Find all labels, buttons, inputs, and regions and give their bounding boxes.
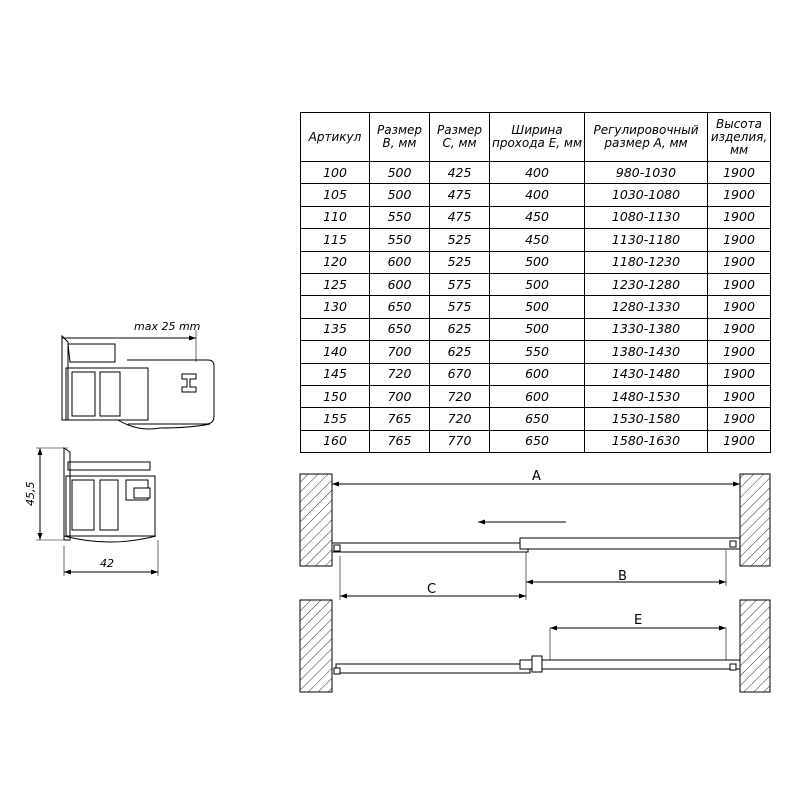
table-cell: 475 (430, 206, 490, 228)
table-cell: 1330-1380 (585, 318, 708, 340)
table-cell: 1900 (708, 251, 771, 273)
table-cell: 625 (430, 341, 490, 363)
table-cell: 115 (301, 229, 370, 251)
label-b: B (618, 569, 627, 584)
sliding-door-panel (332, 543, 528, 552)
table-cell: 1280-1330 (585, 296, 708, 318)
table-cell: 700 (370, 385, 430, 407)
table-cell: 500 (490, 296, 585, 318)
left-wall-open (300, 600, 332, 692)
header-article: Артикул (301, 113, 370, 162)
right-wall-open (740, 600, 770, 692)
table-cell: 625 (430, 318, 490, 340)
header-size-b: Размер В, мм (370, 113, 430, 162)
table-cell: 720 (430, 385, 490, 407)
table-cell: 150 (301, 385, 370, 407)
header-passage-width-e: Ширина прохода Е, мм (490, 113, 585, 162)
table-cell: 650 (370, 318, 430, 340)
sliding-door-panel-open (336, 664, 530, 673)
table-cell: 1900 (708, 363, 771, 385)
table-cell: 500 (370, 162, 430, 184)
table-cell: 650 (490, 430, 585, 452)
table-cell: 1900 (708, 162, 771, 184)
height-label: 45,5 (24, 481, 37, 506)
table-cell: 575 (430, 296, 490, 318)
table-cell: 135 (301, 318, 370, 340)
table-cell: 1380-1430 (585, 341, 708, 363)
table-cell: 1900 (708, 229, 771, 251)
table-cell: 1530-1580 (585, 408, 708, 430)
table-cell: 400 (490, 184, 585, 206)
table-cell: 130 (301, 296, 370, 318)
profile-section-fixed (24, 448, 158, 576)
table-cell: 575 (430, 273, 490, 295)
table-cell: 1900 (708, 206, 771, 228)
table-cell: 145 (301, 363, 370, 385)
table-cell: 500 (490, 318, 585, 340)
table-cell: 1130-1180 (585, 229, 708, 251)
table-cell: 770 (430, 430, 490, 452)
table-cell: 1230-1280 (585, 273, 708, 295)
table-cell: 1080-1130 (585, 206, 708, 228)
table-cell: 550 (490, 341, 585, 363)
table-cell: 650 (490, 408, 585, 430)
table-cell: 475 (430, 184, 490, 206)
table-cell: 1900 (708, 318, 771, 340)
table-cell: 450 (490, 206, 585, 228)
table-cell: 600 (490, 363, 585, 385)
table-cell: 110 (301, 206, 370, 228)
table-cell: 500 (490, 251, 585, 273)
right-wall (740, 474, 770, 566)
table-cell: 500 (370, 184, 430, 206)
table-cell: 425 (430, 162, 490, 184)
table-cell: 550 (370, 206, 430, 228)
left-wall (300, 474, 332, 566)
table-cell: 105 (301, 184, 370, 206)
header-adjustment-size-a: Регулировочный размер А, мм (585, 113, 708, 162)
table-cell: 600 (370, 251, 430, 273)
table-cell: 525 (430, 251, 490, 273)
table-cell: 500 (490, 273, 585, 295)
door-handle (532, 656, 542, 672)
label-c: C (427, 582, 437, 597)
table-cell: 720 (370, 363, 430, 385)
max-label: max 25 mm (134, 320, 201, 333)
table-cell: 765 (370, 430, 430, 452)
table-cell: 450 (490, 229, 585, 251)
table-cell: 100 (301, 162, 370, 184)
table-cell: 125 (301, 273, 370, 295)
table-cell: 1580-1630 (585, 430, 708, 452)
fixed-panel (520, 538, 740, 549)
table-cell: 1900 (708, 184, 771, 206)
table-cell: 1480-1530 (585, 385, 708, 407)
table-cell: 765 (370, 408, 430, 430)
table-cell: 400 (490, 162, 585, 184)
table-cell: 160 (301, 430, 370, 452)
plan-view-closed (300, 469, 770, 600)
table-cell: 600 (490, 385, 585, 407)
table-cell: 1900 (708, 385, 771, 407)
table-cell: 700 (370, 341, 430, 363)
table-cell: 600 (370, 273, 430, 295)
table-cell: 120 (301, 251, 370, 273)
table-cell: 980-1030 (585, 162, 708, 184)
table-cell: 1900 (708, 341, 771, 363)
table-cell: 670 (430, 363, 490, 385)
label-a: A (532, 469, 541, 484)
table-cell: 1900 (708, 408, 771, 430)
plan-view-open (300, 600, 770, 692)
table-cell: 650 (370, 296, 430, 318)
header-product-height: Высота изделия, мм (708, 113, 771, 162)
table-cell: 525 (430, 229, 490, 251)
width-label: 42 (100, 557, 114, 570)
label-e: E (634, 613, 643, 628)
table-cell: 140 (301, 341, 370, 363)
header-size-c: Размер С, мм (430, 113, 490, 162)
table-cell: 1900 (708, 430, 771, 452)
table-cell: 1430-1480 (585, 363, 708, 385)
table-cell: 155 (301, 408, 370, 430)
table-cell: 1030-1080 (585, 184, 708, 206)
profile-section-adjustable (62, 320, 214, 429)
table-cell: 720 (430, 408, 490, 430)
fixed-panel-open (520, 660, 740, 669)
table-cell: 550 (370, 229, 430, 251)
table-cell: 1900 (708, 273, 771, 295)
table-cell: 1180-1230 (585, 251, 708, 273)
table-cell: 1900 (708, 296, 771, 318)
